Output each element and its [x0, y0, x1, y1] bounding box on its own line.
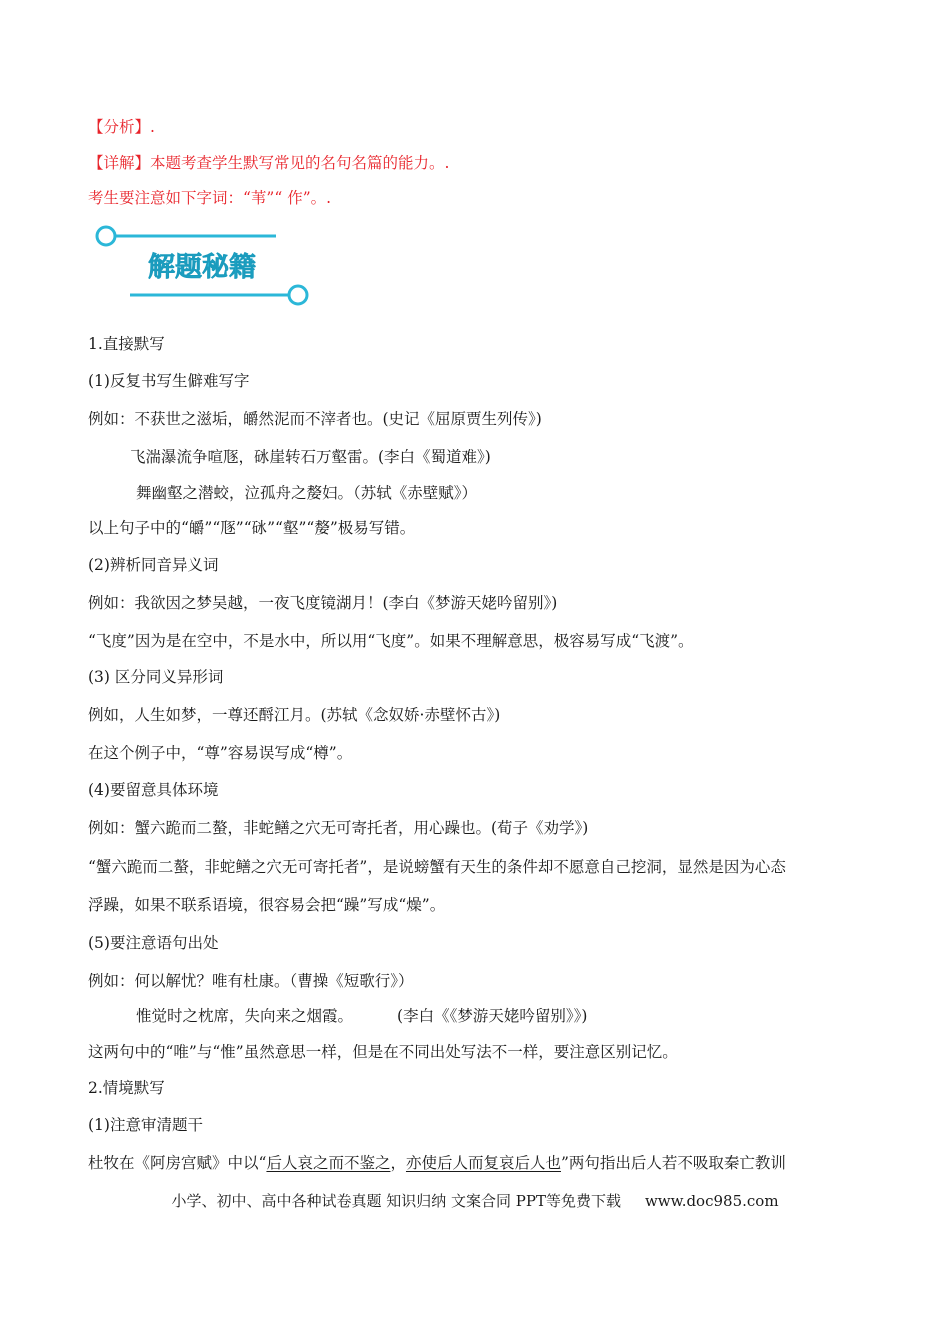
section1-sub2-title: (2)辨析同音异义词 [88, 556, 219, 574]
section1-sub4-title: (4)要留意具体环境 [88, 781, 219, 799]
sub1-explain: 以上句子中的“皭”“豗”“砯”“壑”“嫠”极易写错。 [88, 519, 416, 537]
detail-line [88, 153, 449, 173]
line-post: ”两句指出后人若不吸取秦亡教训 [560, 1154, 786, 1172]
section2-title: 2.情境默写 [88, 1079, 165, 1097]
solution-tips-banner [92, 222, 316, 310]
sub5-example-1: 例如：何以解忧？唯有杜康。（曹操《短歌行》） [88, 972, 414, 990]
analysis-label: 【分析】 [88, 118, 151, 136]
sub5-example-2 [136, 1006, 587, 1026]
line-pre: 杜牧在《阿房宫赋》中以“ [88, 1154, 267, 1172]
sub1-example-1: 例如：不获世之滋垢，皭然泥而不滓者也。(史记《屈原贾生列传》) [88, 410, 542, 428]
underlined-quote-1: 后人哀之而不鉴之 [266, 1154, 391, 1172]
sub5-example-2-source: (李白《《梦游天姥吟留别》》) [397, 1007, 588, 1025]
analysis-line [88, 117, 155, 137]
section1-sub3-title: (3) 区分同义异形词 [88, 668, 224, 686]
page-footer [0, 1191, 950, 1211]
detail-label: 【详解】 [88, 154, 151, 172]
line-mid: ， [390, 1154, 406, 1172]
sub5-example-2-text: 惟觉时之枕席，失向来之烟霞。 [136, 1007, 354, 1025]
detail-text: 本题考查学生默写常见的名句名篇的能力。. [150, 154, 450, 172]
sub4-example: 例如：蟹六跪而二螯，非蛇鳝之穴无可寄托者，用心躁也。(荀子《劝学》) [88, 819, 589, 837]
sub3-explain: 在这个例子中，“尊”容易误写成“樽”。 [88, 744, 353, 762]
banner-title: 解题秘籍 [148, 252, 256, 283]
footer-url[interactable]: www.doc985.com [644, 1192, 779, 1210]
section1-title: 1.直接默写 [88, 335, 165, 353]
section2-sub1-title: (1)注意审清题干 [88, 1116, 203, 1134]
sub1-example-3: 舞幽壑之潜蛟，泣孤舟之嫠妇。（苏轼《赤壁赋》） [136, 484, 478, 502]
sub2-example: 例如：我欲因之梦吴越，一夜飞度镜湖月！(李白《梦游天姥吟留别》) [88, 594, 558, 612]
sub5-explain: 这两句中的“唯”与“惟”虽然意思一样，但是在不同出处写法不一样，要注意区别记忆。 [88, 1043, 678, 1061]
sub2-explain: “飞度”因为是在空中，不是水中，所以用“飞度”。如果不理解意思，极容易写成“飞渡”。 [88, 632, 694, 650]
footer-text: 小学、初中、高中各种试卷真题 知识归纳 文案合同 PPT等免费下载 [171, 1192, 621, 1210]
sub3-example: 例如，人生如梦，一尊还酹江月。(苏轼《念奴娇·赤壁怀古》) [88, 706, 501, 724]
note-line: 考生要注意如下字词：“苇”“ 作”。. [88, 189, 332, 207]
sub4-explain-1: “蟹六跪而二螯，非蛇鳝之穴无可寄托者”，是说螃蟹有天生的条件却不愿意自己挖洞，显然是因为心态 [88, 858, 786, 876]
analysis-text: . [150, 118, 155, 136]
section1-sub5-title: (5)要注意语句出处 [88, 934, 219, 952]
underlined-quote-2: 亦使后人而复哀后人也 [405, 1154, 561, 1172]
sub1-example-2: 飞湍瀑流争喧豗，砯崖转石万壑雷。(李白《蜀道难》) [130, 448, 491, 466]
sub4-explain-2: 浮躁，如果不联系语境，很容易会把“躁”写成“燥”。 [88, 896, 446, 914]
section2-sub1-line [88, 1153, 786, 1173]
section1-sub1-title: (1)反复书写生僻难写字 [88, 372, 250, 390]
